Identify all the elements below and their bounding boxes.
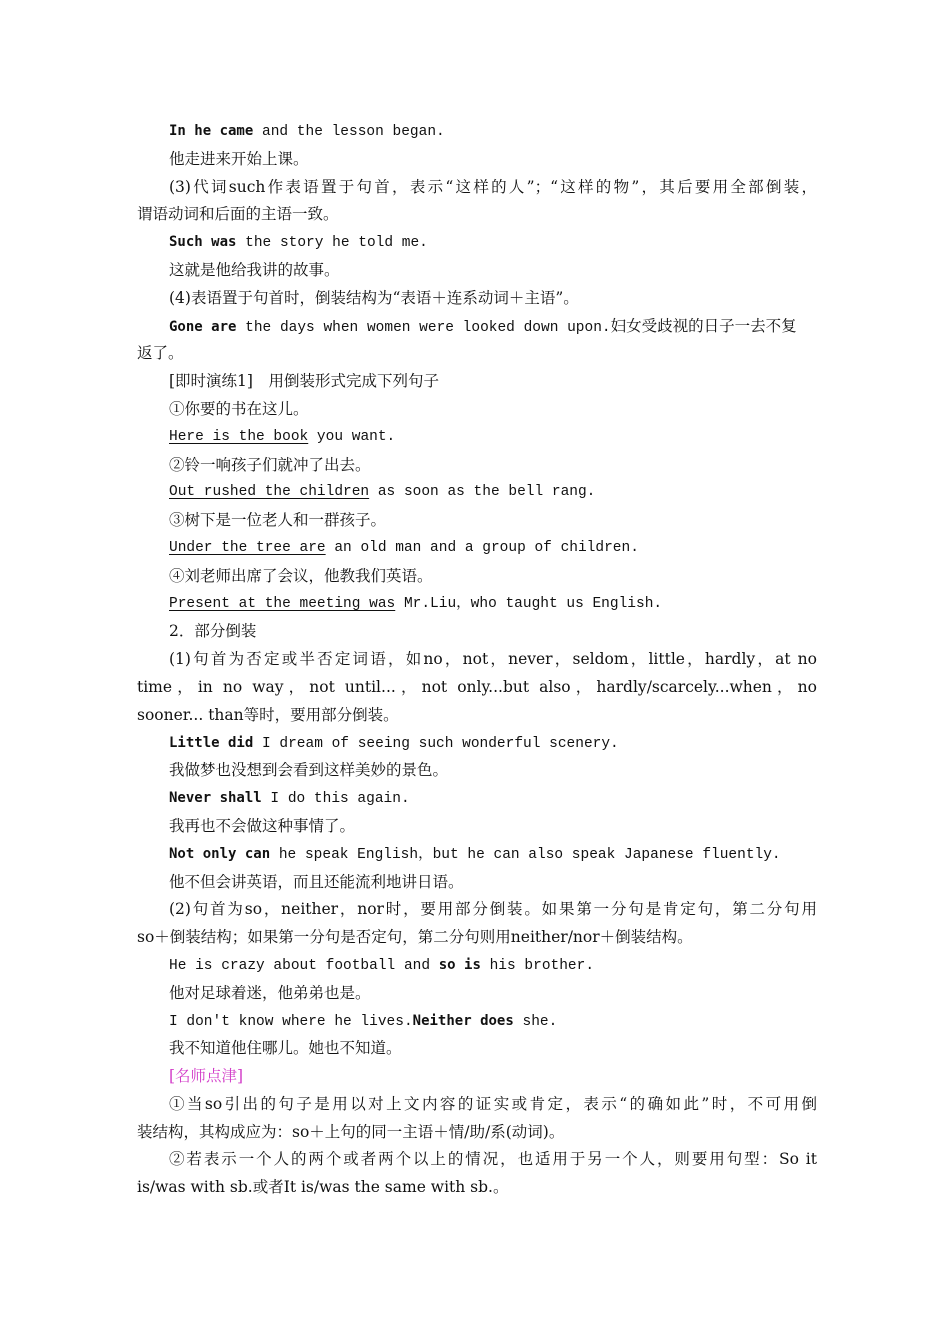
example-sentence <box>137 229 817 257</box>
example-sentence <box>137 841 817 869</box>
exercise-item: ①你要的书在这儿。 <box>169 399 309 418</box>
exercise-answer <box>137 424 817 452</box>
rule-text: (3)代词such作表语置于句首，表示“这样的人”；“这样的物”，其后要用全部倒装， <box>169 177 817 196</box>
translation: 他不但会讲英语，而且还能流利地讲日语。 <box>169 872 464 891</box>
inverted-phrase: Little did <box>169 734 254 751</box>
inverted-phrase: so is <box>438 956 481 973</box>
example-sentence <box>137 313 817 341</box>
exercise-answer <box>137 535 817 563</box>
rule-text: (1)句首为否定或半否定词语，如no，not，never，seldom，little，hardly，at no <box>169 650 817 669</box>
exercise-answer <box>137 591 817 619</box>
exercise-item: ④刘老师出席了会议，他教我们英语。 <box>169 566 433 585</box>
inverted-phrase: In he came <box>169 123 254 139</box>
tip-text: ②若表示一个人的两个或者两个以上的情况，也适用于另一个人，则要用句型：So it <box>169 1150 817 1169</box>
sentence-rest: and the lesson began. <box>253 124 445 140</box>
translation: 我再也不会做这种事情了。 <box>169 816 356 835</box>
inverted-phrase: Neither does <box>412 1012 514 1029</box>
sentence-rest: he speak English，but he can also speak Japanese fluently. <box>270 846 781 863</box>
answer-blank: Here is the book <box>169 428 309 445</box>
tip-text: 装结构，其构成应为：so＋上句的同一主语＋情/助/系(动词)。 <box>137 1122 565 1141</box>
example-sentence <box>137 785 817 813</box>
rule-text: 谓语动词和后面的主语一致。 <box>137 205 339 224</box>
answer-blank: Present at the meeting was <box>169 595 396 612</box>
rule-text: sooner... than等时，要用部分倒装。 <box>137 705 399 724</box>
rule-text: so＋倒装结构；如果第一分句是否定句，第二分句则用neither/nor＋倒装结构。 <box>137 928 693 947</box>
sentence-rest: I don't know where he lives. <box>169 1013 413 1030</box>
document-body <box>137 118 817 1202</box>
tip-label: [名师点津] <box>169 1067 244 1086</box>
answer-blank: Under the tree are <box>169 539 326 556</box>
inverted-phrase: Gone are <box>169 318 237 335</box>
sentence-rest: his brother. <box>480 957 595 974</box>
rule-text: (2)句首为so，neither，nor时，要用部分倒装。如果第一分句是肯定句，第二分句用 <box>169 900 817 919</box>
example-sentence <box>137 730 817 758</box>
tip-text: ①当so引出的句子是用以对上文内容的证实或肯定，表示“的确如此”时，不可用倒 <box>169 1094 817 1113</box>
sentence-rest: the days when women were looked down upon. <box>236 319 611 336</box>
translation: 他对足球着迷，他弟弟也是。 <box>169 983 371 1002</box>
sentence-rest: I do this again. <box>261 791 410 808</box>
sentence-rest: Mr.Liu，who taught us English. <box>395 595 663 612</box>
sentence-rest: I dream of seeing such wonderful scenery. <box>253 735 619 752</box>
rule-text: time，in no way，not until...，not only...but also，hardly/scarcely...when，no <box>137 677 817 696</box>
example-sentence <box>137 1008 817 1036</box>
exercise-answer <box>137 479 817 507</box>
example-sentence <box>137 952 817 980</box>
example-sentence <box>137 118 817 146</box>
translation: 我不知道他住哪儿。她也不知道。 <box>169 1039 402 1058</box>
translation-inline: 妇女受歧视的日子一去不复 <box>610 316 797 335</box>
sentence-rest: as soon as the bell rang. <box>369 484 596 501</box>
inverted-phrase: Not only can <box>169 845 271 862</box>
inverted-phrase: Never shall <box>169 790 262 807</box>
translation: 他走进来开始上课。 <box>169 149 309 168</box>
exercise-heading: [即时演练1] 用倒装形式完成下列句子 <box>169 372 439 391</box>
sentence-rest: the story he told me. <box>236 235 428 252</box>
sentence-rest: He is crazy about football and <box>169 957 439 974</box>
sentence-rest: an old man and a group of children. <box>325 539 639 556</box>
sentence-rest: you want. <box>308 428 396 445</box>
translation: 返了。 <box>137 344 184 363</box>
section-heading: 2．部分倒装 <box>169 622 257 641</box>
answer-blank: Out rushed the children <box>169 484 370 501</box>
translation: 这就是他给我讲的故事。 <box>169 260 340 279</box>
sentence-rest: she. <box>513 1013 558 1030</box>
rule-text: (4)表语置于句首时，倒装结构为“表语＋连系动词＋主语”。 <box>169 288 579 307</box>
exercise-item: ③树下是一位老人和一群孩子。 <box>169 511 387 530</box>
inverted-phrase: Such was <box>169 234 237 251</box>
translation: 我做梦也没想到会看到这样美妙的景色。 <box>169 761 449 780</box>
tip-text: is/was with sb.或者It is/was the same with sb.。 <box>137 1178 509 1197</box>
exercise-item: ②铃一响孩子们就冲了出去。 <box>169 455 371 474</box>
